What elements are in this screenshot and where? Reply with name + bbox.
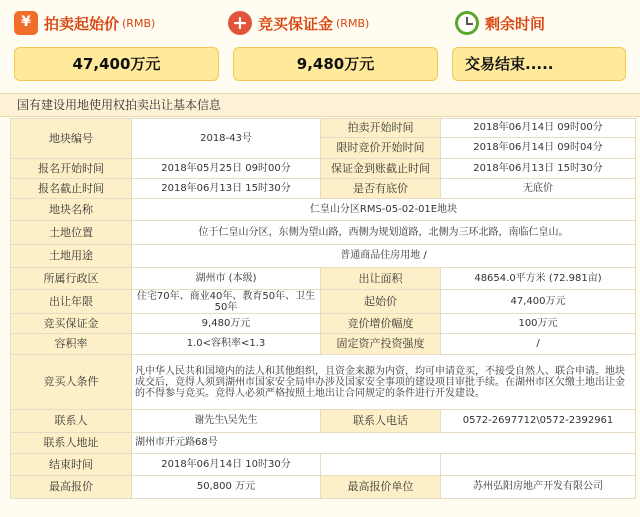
deposit-deadline-value: 2018年06月13日 15时30分 xyxy=(441,159,636,179)
reg-end-value: 2018年06月13日 15时30分 xyxy=(132,179,321,199)
table-row xyxy=(11,221,636,245)
table-row xyxy=(11,334,636,355)
table-row xyxy=(11,119,636,138)
table-row xyxy=(11,290,636,314)
summary-header xyxy=(0,0,640,95)
reg-end-label: 报名截止时间 xyxy=(11,179,132,199)
top-bidder-value: 苏州弘阳房地产开发有限公司 xyxy=(441,476,636,499)
reserve-label: 是否有底价 xyxy=(321,179,441,199)
table-row xyxy=(11,199,636,221)
address-label: 联系人地址 xyxy=(11,433,132,454)
remaining-value: 交易结束..... xyxy=(452,47,626,81)
table-row xyxy=(11,355,636,410)
plot-name-value: 仁皇山分区RMS-05-02-01E地块 xyxy=(132,199,636,221)
auction-start-label: 拍卖开始时间 xyxy=(321,119,441,138)
top-bid-label: 最高报价 xyxy=(11,476,132,499)
panel-title: 国有建设用地使用权拍卖出让基本信息 xyxy=(0,93,640,117)
location-label: 土地位置 xyxy=(11,221,132,245)
usage-value: 普通商品住房用地 / xyxy=(132,245,636,268)
phone-label: 联系人电话 xyxy=(321,410,441,433)
start-price-cell: 47,400万元 xyxy=(441,290,636,314)
deposit-heading xyxy=(228,8,369,38)
top-bidder-label: 最高报价单位 xyxy=(321,476,441,499)
start-price-value: 47,400万元 xyxy=(14,47,219,81)
top-bid-value: 50,800 万元 xyxy=(132,476,321,499)
fixed-invest-label: 固定资产投资强度 xyxy=(321,334,441,355)
table-row xyxy=(11,268,636,290)
land-info-table xyxy=(10,118,636,499)
medical-cross-icon xyxy=(228,11,252,35)
far-label: 容积率 xyxy=(11,334,132,355)
table-row xyxy=(11,314,636,334)
area-label: 出让面积 xyxy=(321,268,441,290)
district-value: 湖州市 (本级) xyxy=(132,268,321,290)
contact-value: 谢先生\吴先生 xyxy=(132,410,321,433)
table-row xyxy=(11,410,636,433)
term-label: 出让年限 xyxy=(11,290,132,314)
usage-label: 土地用途 xyxy=(11,245,132,268)
area-value: 48654.0平方米 (72.981亩) xyxy=(441,268,636,290)
remaining-title: 剩余时间 xyxy=(485,14,546,33)
deposit-label: 竞买保证金 xyxy=(11,314,132,334)
deposit-deadline-label: 保证金到账截止时间 xyxy=(321,159,441,179)
table-row xyxy=(11,476,636,499)
table-row xyxy=(11,159,636,179)
table-row xyxy=(11,454,636,476)
end-time-label: 结束时间 xyxy=(11,454,132,476)
address-value: 湖州市开元路68号 xyxy=(132,433,636,454)
table-row xyxy=(11,433,636,454)
reserve-value: 无底价 xyxy=(441,179,636,199)
fixed-invest-value: / xyxy=(441,334,636,355)
deposit-title: 竞买保证金 xyxy=(258,14,334,33)
start-price-label: 起始价 xyxy=(321,290,441,314)
increment-value: 100万元 xyxy=(441,314,636,334)
bidder-cond-value: 凡中华人民共和国境内的法人和其他组织，且资金来源为内资，均可申请竞买，不接受自然人、联合申请。地块成交后，竞得人须到湖州市国家安全局申办涉及国家安全事项的建设项目审批手续。在湖州市区欠缴土地出让金的不得参与竞买。竞得人必须严格按照土地出让合同规定的条件进行开发建设。 xyxy=(132,355,636,410)
limit-start-value: 2018年06月14日 09时04分 xyxy=(441,138,636,159)
limit-start-label: 限时竞价开始时间 xyxy=(321,138,441,159)
money-bag-icon xyxy=(14,11,38,35)
bidder-cond-label: 竞买人条件 xyxy=(11,355,132,410)
contact-label: 联系人 xyxy=(11,410,132,433)
phone-value: 0572-2697712\0572-2392961 xyxy=(441,410,636,433)
district-label: 所属行政区 xyxy=(11,268,132,290)
plot-name-label: 地块名称 xyxy=(11,199,132,221)
table-row xyxy=(11,179,636,199)
reg-start-label: 报名开始时间 xyxy=(11,159,132,179)
end-time-blank-label xyxy=(321,454,441,476)
alarm-clock-icon xyxy=(455,11,479,35)
auction-start-value: 2018年06月14日 09时00分 xyxy=(441,119,636,138)
plot-no-value: 2018-43号 xyxy=(132,119,321,159)
reg-start-value: 2018年05月25日 09时00分 xyxy=(132,159,321,179)
location-value: 位于仁皇山分区，东侧为望山路，西侧为规划道路，北侧为三环北路，南临仁皇山。 xyxy=(132,221,636,245)
far-value: 1.0<容积率<1.3 xyxy=(132,334,321,355)
increment-label: 竞价增价幅度 xyxy=(321,314,441,334)
term-value: 住宅70年、商业40年、教育50年、卫生50年 xyxy=(132,290,321,314)
deposit-unit: (RMB) xyxy=(336,16,370,30)
start-price-heading xyxy=(14,8,155,38)
deposit-value: 9,480万元 xyxy=(233,47,438,81)
plot-no-label: 地块编号 xyxy=(11,119,132,159)
deposit-cell: 9,480万元 xyxy=(132,314,321,334)
start-price-title: 拍卖起始价 xyxy=(44,14,120,33)
remaining-heading xyxy=(455,8,545,38)
end-time-value: 2018年06月14日 10时30分 xyxy=(132,454,321,476)
start-price-unit: (RMB) xyxy=(122,16,156,30)
end-time-blank-value xyxy=(441,454,636,476)
table-row xyxy=(11,245,636,268)
